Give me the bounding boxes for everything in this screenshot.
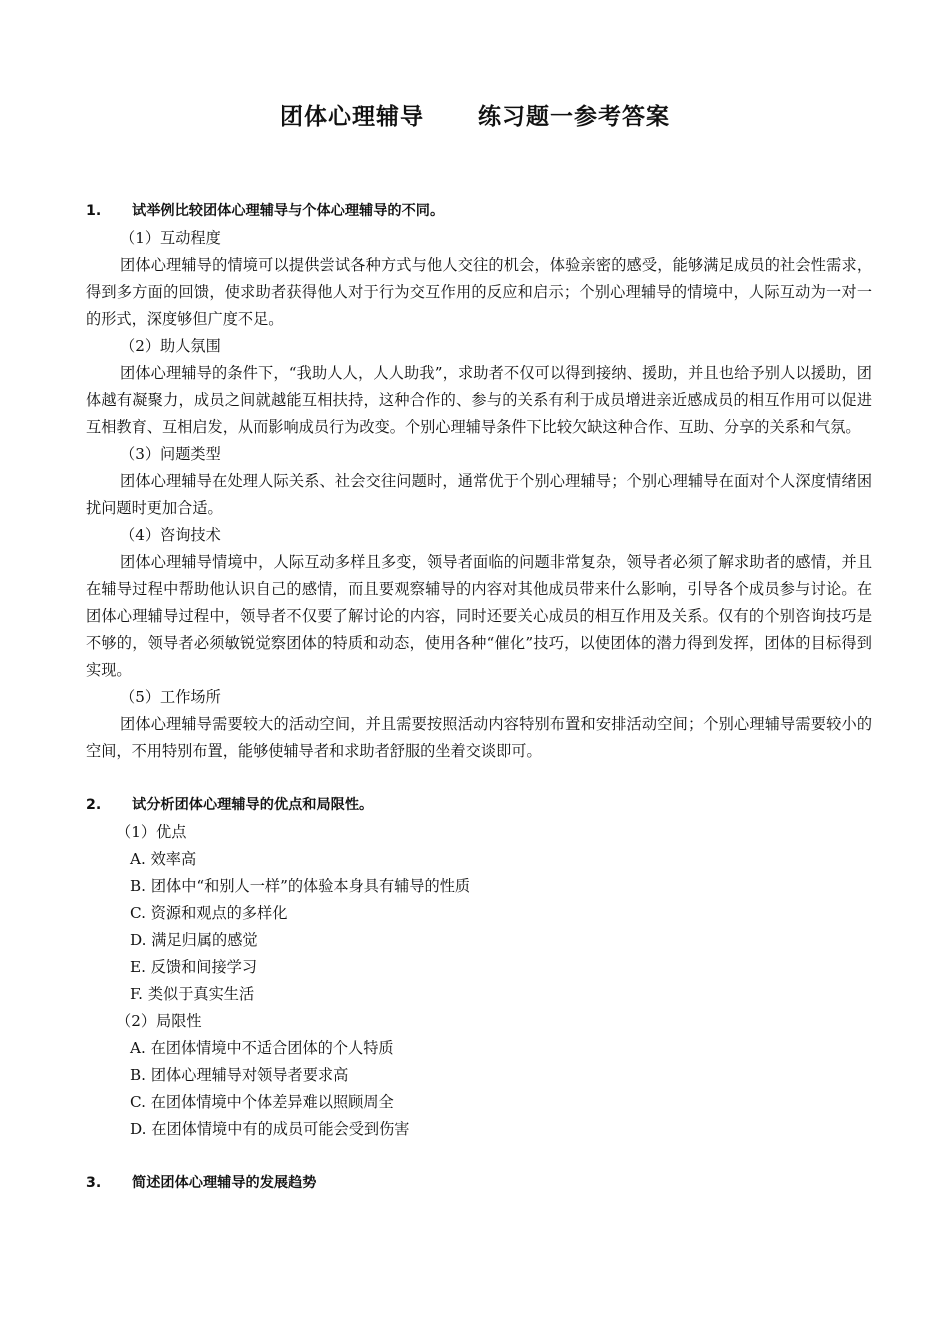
spacer — [86, 765, 872, 792]
question-number: 1. — [86, 203, 102, 219]
list-item: A. 效率高 — [130, 850, 197, 868]
section-heading: （5）工作场所 — [120, 688, 221, 706]
list-item: C. 在团体情境中个体差异难以照顾周全 — [130, 1093, 394, 1111]
section-heading: （4）咨询技术 — [120, 526, 221, 544]
question-number: 3. — [86, 1175, 102, 1191]
section-heading: （3）问题类型 — [120, 445, 221, 463]
question-3 — [86, 1170, 872, 1197]
section-body: 团体心理辅导的情境可以提供尝试各种方式与他人交往的机会，体验亲密的感受，能够满足成员的社会性需求，得到多方面的回馈，使求助者获得他人对于行为交互作用的反应和启示；个别心理辅导的情境中，人际互动为一对一的形式，深度够但广度不足。 — [86, 256, 872, 328]
section-heading: （2）助人氛围 — [120, 337, 221, 355]
section-body: 团体心理辅导在处理人际关系、社会交往问题时，通常优于个别心理辅导；个别心理辅导在面对个人深度情绪困扰问题时更加合适。 — [86, 472, 872, 517]
list-item: B. 团体心理辅导对领导者要求高 — [130, 1066, 349, 1084]
question-2 — [86, 792, 872, 819]
list-item: E. 反馈和间接学习 — [130, 958, 258, 976]
limitations-heading: （2）局限性 — [116, 1012, 202, 1030]
document-title: 团体心理辅导 练习题一参考答案 — [279, 104, 671, 130]
list-item: A. 在团体情境中不适合团体的个人特质 — [130, 1039, 394, 1057]
section-heading: （1）互动程度 — [120, 229, 221, 247]
list-item: D. 在团体情境中有的成员可能会受到伤害 — [130, 1120, 410, 1138]
section-body: 团体心理辅导需要较大的活动空间，并且需要按照活动内容特别布置和安排活动空间；个别心理辅导需要较小的空间，不用特别布置，能够使辅导者和求助者舒服的坐着交谈即可。 — [86, 715, 872, 760]
question-number: 2. — [86, 797, 102, 813]
spacer — [86, 1143, 872, 1170]
list-item: D. 满足归属的感觉 — [130, 931, 258, 949]
question-1 — [86, 198, 872, 225]
question-text: 简述团体心理辅导的发展趋势 — [132, 1175, 317, 1191]
advantages-heading: （1）优点 — [116, 823, 187, 841]
list-item: C. 资源和观点的多样化 — [130, 904, 288, 922]
document-content — [86, 198, 872, 1197]
section-body: 团体心理辅导的条件下，“我助人人，人人助我”，求助者不仅可以得到接纳、援助，并且也给予别人以援助，团体越有凝聚力，成员之间就越能互相扶持，这种合作的、参与的关系有利于成员增进亲近感成员的相互作用可以促进互相教育、互相启发，从而影响成员行为改变。个别心理辅导条件下比较欠缺这种合作、互助、分享的关系和气氛。 — [86, 364, 872, 436]
question-text: 试分析团体心理辅导的优点和局限性。 — [132, 797, 374, 813]
question-text: 试举例比较团体心理辅导与个体心理辅导的不同。 — [132, 203, 445, 219]
section-body: 团体心理辅导情境中，人际互动多样且多变，领导者面临的问题非常复杂，领导者必须了解求助者的感情，并且在辅导过程中帮助他认识自己的感情，而且要观察辅导的内容对其他成员带来什么影响，引导各个成员参与讨论。在团体心理辅导过程中，领导者不仅要了解讨论的内容，同时还要关心成员的相互作用及关系。仅有的个别咨询技巧是不够的，领导者必须敏锐觉察团体的特质和动态，使用各种“催化”技巧，以使团体的潜力得到发挥，团体的目标得到实现。 — [86, 553, 872, 679]
list-item: B. 团体中“和别人一样”的体验本身具有辅导的性质 — [130, 877, 471, 895]
list-item: F. 类似于真实生活 — [130, 985, 255, 1003]
